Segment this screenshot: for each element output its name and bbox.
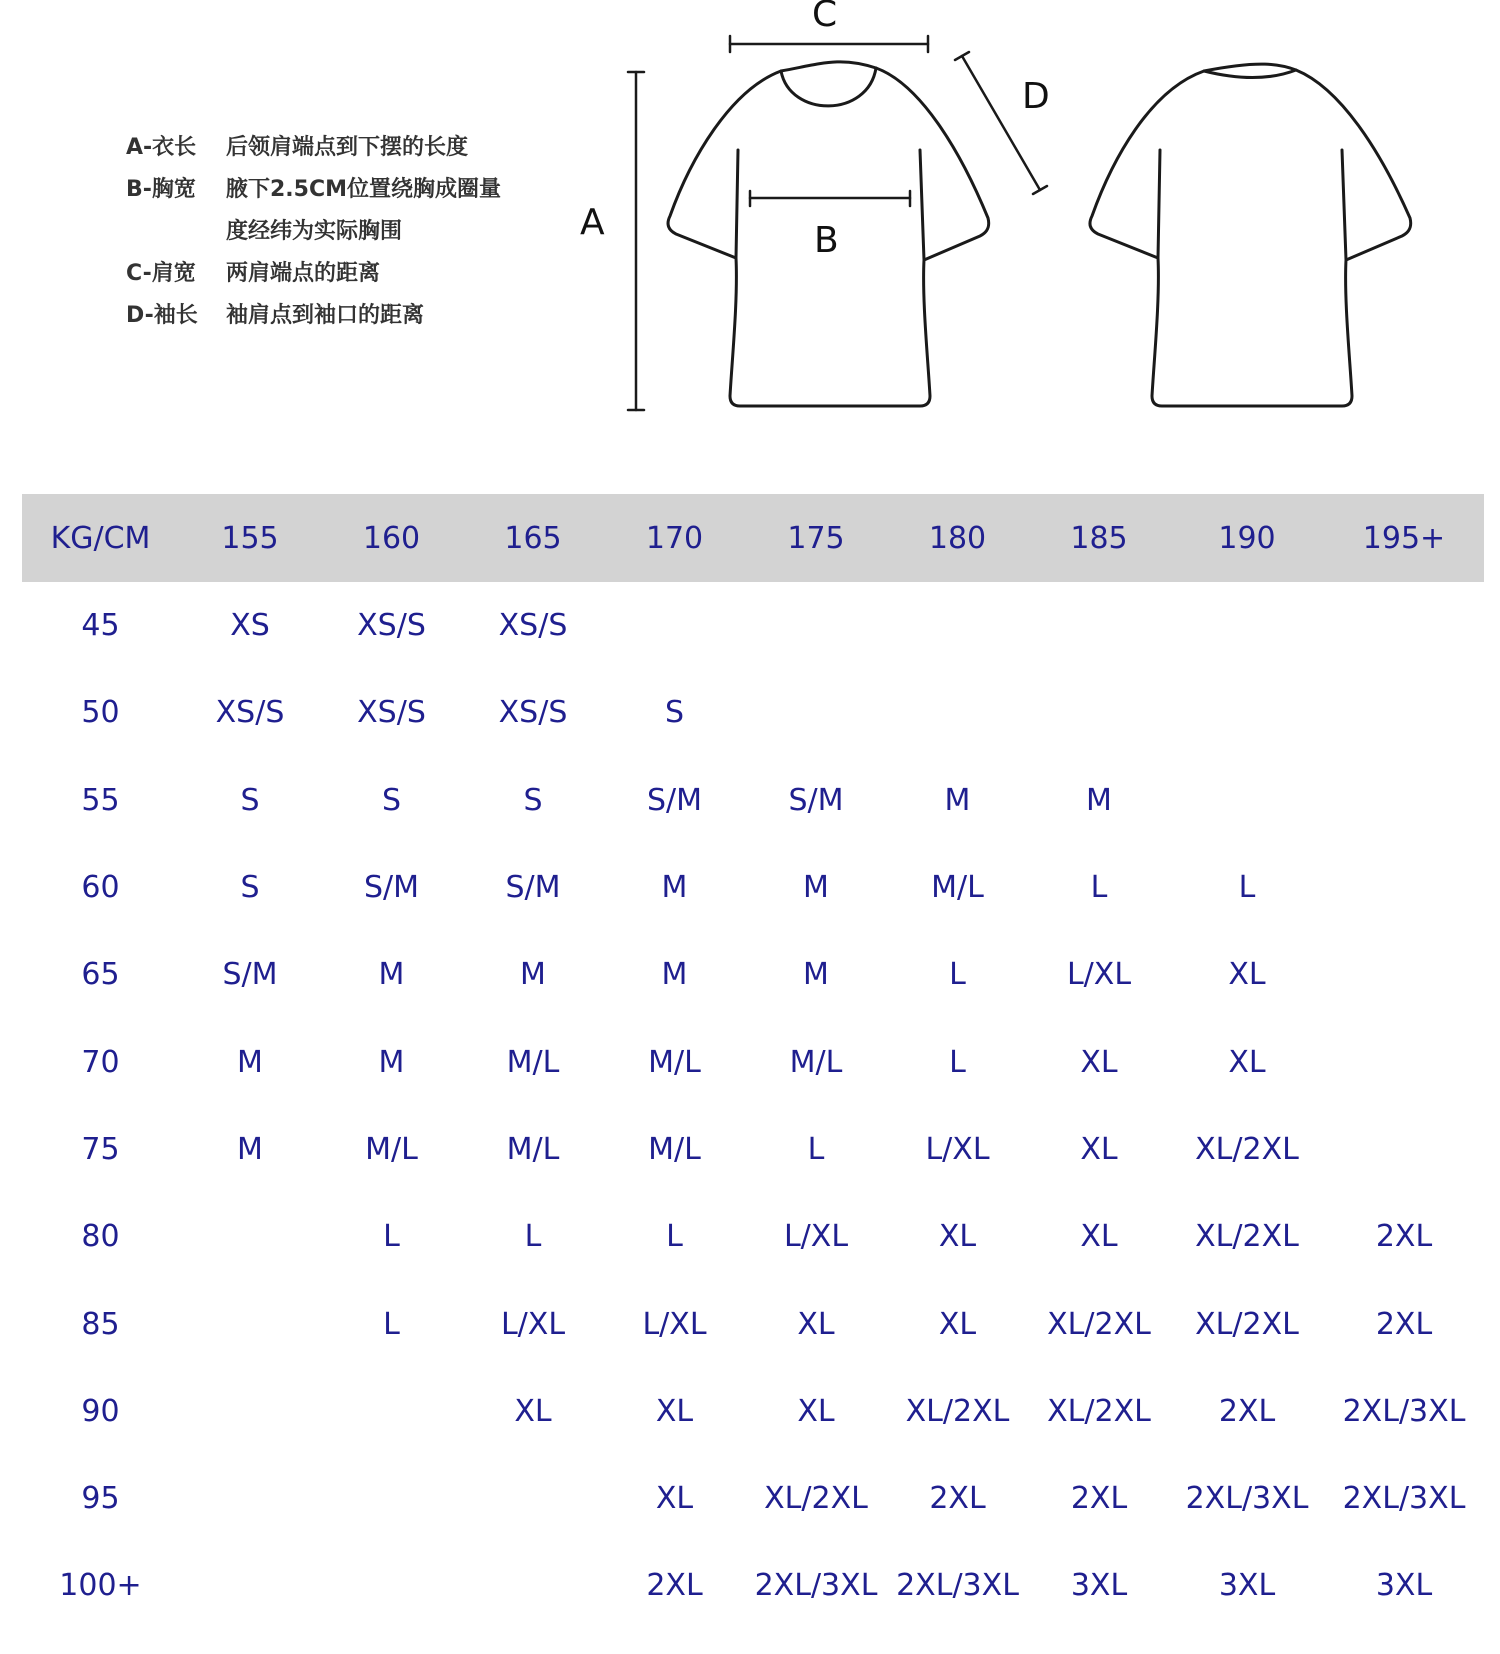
size-cell: XL: [938, 1219, 977, 1255]
header-cell: 175: [787, 520, 845, 556]
size-cell: 3XL: [1375, 1568, 1433, 1604]
header-cell: 180: [928, 520, 987, 556]
size-cell: XS/S: [357, 695, 426, 731]
size-cell: 2XL: [1218, 1393, 1276, 1429]
size-cell: XS: [230, 608, 270, 644]
size-cell: XL: [1228, 1044, 1266, 1080]
size-cell: S/M: [788, 782, 844, 818]
table-row: [22, 1193, 1484, 1280]
table-row: [22, 1106, 1484, 1193]
weight-cell: 100+: [59, 1568, 142, 1604]
weight-cell: 95: [81, 1481, 120, 1517]
size-cell: XL: [514, 1393, 552, 1429]
size-cell: XL: [797, 1393, 835, 1429]
size-cell: XS/S: [357, 608, 426, 644]
size-cell: M/L: [506, 1044, 560, 1080]
table-row: [22, 1018, 1484, 1105]
size-cell: L/XL: [642, 1306, 707, 1342]
label-c: C: [812, 0, 838, 35]
size-cell: XL/2XL: [764, 1481, 868, 1517]
table-header-row: [22, 494, 1484, 582]
tshirt-measurement-diagram: [0, 0, 1500, 440]
size-cell: 3XL: [1070, 1568, 1128, 1604]
size-cell: 2XL: [1070, 1481, 1128, 1517]
size-cell: M/L: [931, 870, 984, 906]
back-right-side-seam: [1342, 150, 1346, 260]
back-left-side-seam: [1158, 150, 1160, 258]
size-cell: M: [944, 782, 971, 818]
weight-cell: 45: [81, 608, 120, 644]
size-cell: XL: [655, 1481, 694, 1517]
size-cell: L: [524, 1219, 542, 1255]
size-cell: L/XL: [783, 1219, 849, 1255]
label-b: B: [814, 220, 839, 261]
size-cell: L/XL: [925, 1131, 990, 1167]
legend-key: B-胸宽: [126, 176, 196, 202]
size-cell: S: [664, 695, 685, 731]
size-cell: S/M: [363, 870, 420, 906]
size-cell: XL: [1228, 957, 1266, 993]
size-cell: 2XL/3XL: [1342, 1481, 1466, 1517]
legend-desc: 腋下2.5CM位置绕胸成圈量: [226, 176, 502, 202]
size-cell: XL/2XL: [1195, 1306, 1299, 1342]
size-cell: XL: [1080, 1044, 1118, 1080]
header-cell: 170: [645, 520, 704, 556]
size-cell: L: [949, 1044, 966, 1080]
measure-cap-d-top: [955, 52, 969, 60]
size-cell: M/L: [789, 1044, 843, 1080]
size-cell: XL/2XL: [1195, 1219, 1299, 1255]
header-cell: KG/CM: [50, 520, 151, 556]
table-row: [22, 582, 1484, 669]
weight-cell: 55: [81, 782, 120, 818]
weight-cell: 80: [81, 1219, 120, 1255]
size-cell: 2XL/3XL: [1342, 1393, 1466, 1429]
size-cell: M: [661, 957, 688, 993]
table-row: [22, 844, 1484, 931]
size-cell: L: [383, 1306, 400, 1342]
weight-cell: 75: [81, 1131, 120, 1167]
size-cell: 2XL: [1375, 1219, 1433, 1255]
size-cell: 2XL/3XL: [754, 1568, 878, 1604]
legend-desc: 袖肩点到袖口的距离: [226, 302, 425, 328]
table-row: [22, 757, 1484, 844]
size-cell: S: [523, 782, 543, 818]
size-cell: S: [381, 782, 402, 818]
size-cell: 2XL: [1375, 1306, 1433, 1342]
size-cell: M: [1086, 782, 1112, 818]
size-cell: M/L: [506, 1131, 560, 1167]
size-cell: M: [237, 1044, 263, 1080]
size-cell: XL: [797, 1306, 835, 1342]
front-right-side-seam: [920, 150, 924, 260]
table-row: [22, 1368, 1484, 1455]
size-cell: XL: [655, 1393, 694, 1429]
legend-desc: 度经纬为实际胸围: [226, 218, 403, 244]
size-cell: XL/2XL: [1195, 1131, 1299, 1167]
size-cell: L/XL: [1066, 957, 1132, 993]
legend-key: D-袖长: [126, 302, 198, 328]
size-cell: L: [807, 1131, 825, 1167]
weight-cell: 50: [81, 695, 120, 731]
size-cell: M: [803, 957, 829, 993]
header-cell: 195+: [1362, 520, 1446, 556]
size-cell: L: [949, 957, 966, 993]
size-cell: S: [240, 782, 260, 818]
size-cell: M: [803, 870, 829, 906]
back-shirt-outline: [1090, 64, 1411, 406]
table-row: [22, 669, 1484, 756]
size-cell: M/L: [648, 1044, 701, 1080]
size-cell: M: [661, 870, 688, 906]
size-cell: M: [378, 957, 405, 993]
label-a: A: [580, 202, 605, 243]
table-row: [22, 1280, 1484, 1367]
size-cell: XL: [1080, 1219, 1118, 1255]
size-cell: M/L: [365, 1131, 418, 1167]
table-row: [22, 1542, 1484, 1629]
legend-desc: 后领肩端点到下摆的长度: [226, 134, 469, 160]
size-cell: M: [378, 1044, 405, 1080]
size-cell: 2XL: [646, 1568, 703, 1604]
header-cell: 160: [362, 520, 421, 556]
table-row: [22, 931, 1484, 1018]
size-cell: 2XL/3XL: [1185, 1481, 1309, 1517]
size-cell: L: [666, 1219, 683, 1255]
size-cell: XL/2XL: [1047, 1393, 1151, 1429]
size-cell: XL: [938, 1306, 977, 1342]
size-cell: S/M: [646, 782, 703, 818]
weight-cell: 60: [81, 870, 120, 906]
size-cell: 2XL/3XL: [896, 1568, 1019, 1604]
weight-cell: 85: [81, 1306, 120, 1342]
size-cell: M: [520, 957, 546, 993]
back-neckline: [1204, 70, 1296, 78]
measure-cap-d-bottom: [1033, 186, 1047, 194]
size-cell: 3XL: [1218, 1568, 1276, 1604]
header-cell: 185: [1070, 520, 1128, 556]
size-cell: L: [1238, 870, 1256, 906]
weight-cell: 70: [81, 1044, 120, 1080]
header-cell: 190: [1218, 520, 1276, 556]
size-cell: S/M: [505, 870, 561, 906]
size-cell: S/M: [222, 957, 278, 993]
size-cell: XL/2XL: [905, 1393, 1010, 1429]
front-left-side-seam: [736, 150, 738, 258]
legend-desc: 两肩端点的距离: [226, 260, 381, 286]
header-cell: 165: [504, 520, 562, 556]
legend-key: A-衣长: [126, 134, 197, 160]
size-cell: XL/2XL: [1047, 1306, 1151, 1342]
weight-cell: 90: [81, 1393, 120, 1429]
table-row: [22, 1455, 1484, 1542]
size-cell: L: [383, 1219, 400, 1255]
size-cell: L/XL: [500, 1306, 566, 1342]
size-cell: L: [1090, 870, 1108, 906]
size-cell: 2XL: [929, 1481, 986, 1517]
weight-cell: 65: [81, 957, 120, 993]
label-d: D: [1022, 76, 1050, 117]
size-cell: XS/S: [498, 608, 568, 644]
size-cell: S: [240, 870, 260, 906]
size-cell: XL: [1080, 1131, 1118, 1167]
header-cell: 155: [221, 520, 279, 556]
front-neckline: [781, 68, 876, 106]
table-body: [22, 582, 1484, 1630]
size-cell: XS/S: [498, 695, 568, 731]
legend-key: C-肩宽: [126, 260, 196, 286]
size-cell: M/L: [648, 1131, 701, 1167]
size-cell: M: [237, 1131, 263, 1167]
size-chart-table: [22, 494, 1484, 1630]
size-cell: XS/S: [215, 695, 285, 731]
